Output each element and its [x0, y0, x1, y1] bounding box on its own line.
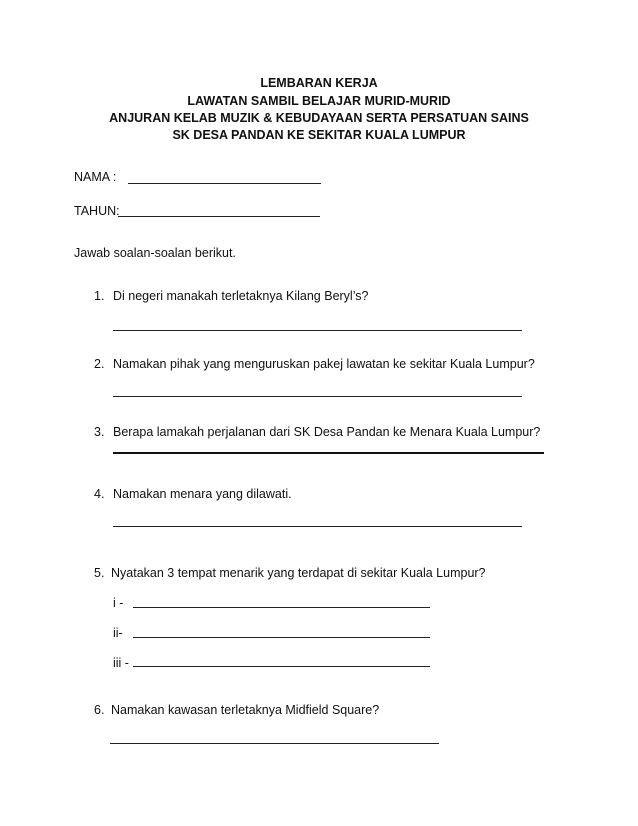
question-1-number: 1.	[94, 289, 105, 303]
tahun-label: TAHUN:	[74, 204, 120, 218]
question-4-answer-line[interactable]	[113, 526, 522, 527]
question-1-answer-line[interactable]	[113, 330, 522, 331]
sub-item-ii-label: ii-	[113, 626, 123, 640]
sub-item-iii-answer-line[interactable]	[133, 666, 430, 667]
worksheet-title: LEMBARAN KERJA	[260, 76, 378, 90]
worksheet-organizer: ANJURAN KELAB MUZIK & KEBUDAYAAN SERTA PERSATUAN SAINS	[109, 111, 529, 125]
question-6-number: 6.	[94, 703, 105, 717]
question-3-number: 3.	[94, 425, 105, 439]
worksheet-destination: SK DESA PANDAN KE SEKITAR KUALA LUMPUR	[172, 128, 466, 142]
question-2-text: Namakan pihak yang menguruskan pakej lawatan ke sekitar Kuala Lumpur?	[113, 357, 535, 371]
sub-item-i-answer-line[interactable]	[133, 607, 430, 608]
tahun-answer-line[interactable]	[118, 216, 320, 217]
question-5-text: Nyatakan 3 tempat menarik yang terdapat di sekitar Kuala Lumpur?	[111, 566, 486, 580]
question-4-number: 4.	[94, 487, 105, 501]
sub-item-ii-answer-line[interactable]	[133, 637, 430, 638]
question-2-number: 2.	[94, 357, 105, 371]
instruction-text: Jawab soalan-soalan berikut.	[74, 246, 236, 260]
question-5-number: 5.	[94, 566, 105, 580]
question-1-text: Di negeri manakah terletaknya Kilang Beryl’s?	[113, 289, 369, 303]
question-6-answer-line[interactable]	[110, 743, 439, 744]
question-6-text: Namakan kawasan terletaknya Midfield Square?	[111, 703, 380, 717]
sub-item-i-label: i -	[113, 596, 124, 610]
question-3-text: Berapa lamakah perjalanan dari SK Desa Pandan ke Menara Kuala Lumpur?	[113, 425, 541, 439]
nama-answer-line[interactable]	[128, 183, 321, 184]
sub-item-iii-label: iii -	[113, 656, 129, 670]
question-3-answer-line[interactable]	[113, 452, 544, 454]
worksheet-subtitle: LAWATAN SAMBIL BELAJAR MURID-MURID	[187, 94, 451, 108]
question-4-text: Namakan menara yang dilawati.	[113, 487, 292, 501]
question-2-answer-line[interactable]	[113, 396, 522, 397]
nama-label: NAMA :	[74, 170, 117, 184]
